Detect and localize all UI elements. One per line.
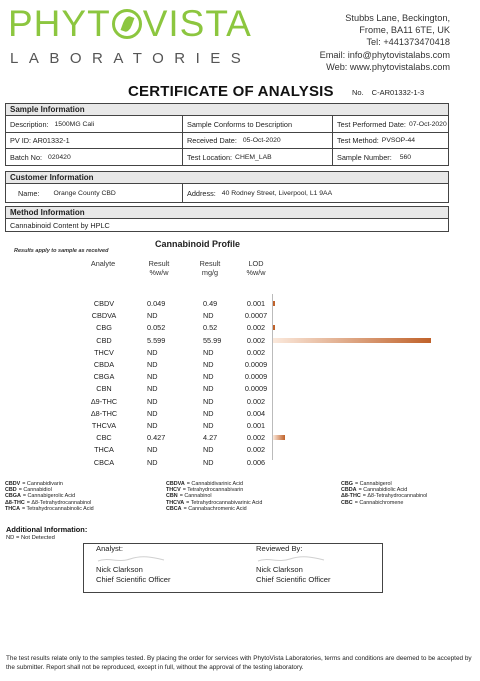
lod-value: 0.001 [246,299,266,308]
method-label: Test Method: [337,136,379,145]
result-pct-value: ND [147,421,158,430]
customer-name-cell [6,184,182,202]
sample-number-cell [332,149,448,165]
result-mg-value: 0.52 [203,323,218,333]
analyte-name: CBC [96,433,112,443]
legend-abbr: THCA [5,505,20,512]
result-pct-value: ND [147,372,158,382]
pv-id-cell [6,133,182,148]
result-mg-value: 55.99 [203,335,222,345]
result-mg-value: ND [203,445,214,455]
col-result-mg-unit: mg/g [201,268,219,277]
lod-value: 0.002 [246,396,266,406]
customer-information-table [5,171,449,203]
lod-value: 0.0007 [244,311,268,321]
legend-text: = Tetrahydrocannabivarin [182,487,244,494]
lod-value: 0.002 [246,323,266,333]
analyst-title: Chief Scientific Officer [96,574,171,584]
legend-text: = Cannabidiolic Acid [358,487,408,494]
legend-abbr: CBDA [341,487,357,494]
result-mg-value: ND [203,421,214,430]
analyst-signature-icon [96,553,166,565]
reviewer-label: Reviewed By: [256,544,303,553]
legend-text: = Δ8-Tetrahydrocannabinol [26,499,92,506]
customer-address-cell [182,184,448,202]
analyte-name: CBN [96,384,112,394]
brand-name-part2: VISTA [142,3,252,44]
result-pct-value: ND [147,360,158,369]
cert-no-label: No. [352,88,364,97]
result-mg-value: ND [203,360,214,369]
customer-name-value: Orange County CBD [53,189,116,197]
lod-value: 0.002 [246,445,266,455]
method-information-heading: Method Information [6,207,448,219]
contact-email: Email: info@phytovistalabs.com [319,49,450,60]
method-information-table [5,206,449,232]
result-mg-value: ND [203,396,214,406]
profile-bar [273,301,275,306]
legend-text: = Δ8-Tetrahydrocannabinol [362,493,428,500]
col-result-pct-header [141,259,177,277]
result-mg-value: ND [203,347,214,357]
result-pct-value: ND [147,396,158,406]
lod-value: 0.0009 [244,360,268,369]
col-lod-unit: %w/w [246,268,266,277]
result-pct-value: ND [147,445,158,455]
legend-item [166,506,247,513]
contact-address-line2: Frome, BA11 6TE, UK [359,25,450,36]
legend-abbr: CBC [341,499,353,506]
legend-item [341,500,403,507]
result-pct-value: 0.427 [147,433,166,443]
test-location-cell [182,149,332,165]
col-analyte-header: Analyte [90,259,116,268]
legend-abbr: Δ8-THC [5,499,25,506]
contact-web: Web: www.phytovistalabs.com [326,61,450,72]
received-value: 05-Oct-2020 [242,137,281,144]
cannabinoid-profile-title: Cannabinoid Profile [155,239,241,249]
legend-text: = Cannabigerol [354,481,392,487]
contact-block [320,12,450,73]
legend-text: = Cannabachromenic Acid [183,505,247,512]
analyte-name: CBCA [93,457,115,467]
col-result-mg-header [192,259,228,277]
reviewer-signature-icon [256,553,326,565]
contact-tel: Tel: +441373470418 [366,37,450,48]
analyst-label: Analyst: [96,544,124,553]
signature-box [83,543,383,593]
result-mg-value: ND [203,457,214,467]
result-mg-value: ND [203,372,214,382]
received-date-cell [182,133,332,148]
analyte-name: CBDA [93,360,115,369]
result-pct-value: 0.052 [147,323,166,333]
profile-bar [273,338,431,343]
method-value: PVSOP-44 [381,137,416,144]
description-label: Description: [10,119,49,129]
contact-address-line1: Stubbs Lane, Beckington, [345,13,450,23]
description-cell [6,116,182,132]
received-label: Received Date: [187,136,237,145]
reviewer-name: Nick Clarkson [256,565,303,575]
batch-label: Batch No: [10,152,43,162]
batch-value: 020420 [48,153,71,161]
additional-information-heading: Additional Information: [6,525,88,534]
additional-information-text: ND = Not Detected [6,535,55,541]
legend-abbr: CBN [166,493,178,500]
legend-abbr: CBDV [5,481,21,487]
lod-value: 0.001 [246,421,266,430]
pv-id-text: PV ID: AR01332-1 [10,136,70,145]
sample-number-value: 560 [399,153,412,161]
legend-abbr: CBGA [5,493,21,500]
analyte-name: CBGA [93,372,115,382]
description-value: 1500MG Cali [54,120,95,128]
lod-value: 0.002 [246,335,266,345]
analyte-name: CBDVA [91,311,117,321]
analyte-name: CBD [96,335,112,345]
lod-value: 0.002 [246,433,266,443]
document-title: CERTIFICATE OF ANALYSIS [128,83,334,100]
legend-abbr: CBCA [166,505,182,512]
result-mg-value: 0.49 [203,299,218,308]
brand-name-part1: PHYT [8,3,111,44]
legend-abbr: Δ8-THC [341,493,361,500]
conforms-text: Sample Conforms to Description [187,119,293,129]
legend-abbr: CBDVA [166,481,185,487]
performed-value: 07-Oct-2020 [408,120,447,128]
legend-abbr: THCV [166,487,181,494]
method-text-cell [6,219,110,231]
method-text: Cannabinoid Content by HPLC [10,220,110,230]
reviewer-title: Chief Scientific Officer [256,574,331,584]
reviewer-block [256,544,331,584]
legend-abbr: THCVA [166,499,185,506]
lod-value: 0.004 [246,408,266,418]
legend-abbr: CBG [341,481,353,487]
result-pct-value: 0.049 [147,299,166,308]
result-pct-value: 5.599 [147,335,166,345]
analyte-name: THCVA [91,421,117,430]
legend-text: = Cannabigerolic Acid [22,493,76,500]
analyte-name: CBG [96,323,112,333]
result-mg-value: ND [203,384,214,394]
customer-address-value: 40 Rodney Street, Liverpool, L1 9AA [221,189,333,197]
leaf-logo-icon [112,9,142,39]
footer-disclaimer: The test results relate only to the samples tested. By placing the order for services with PhytoVista Laboratories, terms and conditions are deemed to be accepted by the submitter. Report shall not be reproduced, except in full, without the approval of the testing laboratory. [6,655,472,671]
analyte-name: THCA [94,445,114,455]
analyte-name: Δ8-THC [90,408,118,418]
conforms-cell [182,116,332,132]
batch-no-cell [6,149,182,165]
location-value: CHEM_LAB [235,153,272,161]
result-pct-value: ND [147,457,158,467]
col-result-pct-unit: %w/w [149,268,169,277]
cert-no-value: C-AR01332-1-3 [371,88,425,97]
analyte-name: CBDV [93,299,115,308]
result-pct-value: ND [147,408,158,418]
legend-text: = Cannabichromene [354,499,404,506]
sample-information-table [5,103,449,166]
legend-text: = Tetrahydrocannabivarinic Acid [186,499,263,506]
chart-axis-line [272,294,273,460]
result-mg-value: ND [203,408,214,418]
analyst-block [96,544,171,584]
legend-text: = Tetrahydrocannabinolic Acid [21,505,94,512]
col-lod-label: LOD [248,259,264,268]
legend-text: = Cannabidivarin [22,481,63,487]
legend-text: = Cannabidiol [18,487,52,494]
col-lod-header [238,259,274,277]
profile-bar [273,435,285,440]
customer-name-label: Name: [18,188,40,198]
certificate-number [352,88,424,97]
result-pct-value: ND [147,384,158,394]
brand-logo [8,2,252,46]
analyst-name: Nick Clarkson [96,565,143,575]
result-mg-value: 4.27 [203,433,218,443]
analyte-name: THCV [94,347,114,357]
sample-number-label: Sample Number: [337,152,392,162]
results-note: Results apply to sample as received [14,248,109,254]
result-pct-value: ND [147,347,158,357]
lod-value: 0.0009 [244,372,268,382]
performed-label: Test Performed Date: [337,119,406,129]
test-method-cell [332,133,448,148]
col-result-mg-label: Result [199,259,221,268]
performed-date-cell [332,116,448,132]
customer-information-heading: Customer Information [6,172,448,184]
result-mg-value: ND [203,311,214,321]
location-label: Test Location: [187,152,233,162]
profile-bar [273,325,275,330]
legend-item [5,506,94,513]
col-result-pct-label: Result [148,259,170,268]
legend-abbr: CBD [5,487,17,494]
legend-text: = Cannabinol [179,493,212,500]
analyte-name: Δ9-THC [90,396,118,406]
lod-value: 0.002 [246,347,266,357]
brand-subtitle: LABORATORIES [10,50,252,67]
lod-value: 0.0009 [244,384,268,394]
lod-value: 0.006 [246,457,266,467]
result-pct-value: ND [147,311,158,321]
legend-text: = Cannabidivarinic Acid [186,481,243,487]
sample-information-heading: Sample Information [6,104,448,116]
customer-address-label: Address: [187,188,216,198]
